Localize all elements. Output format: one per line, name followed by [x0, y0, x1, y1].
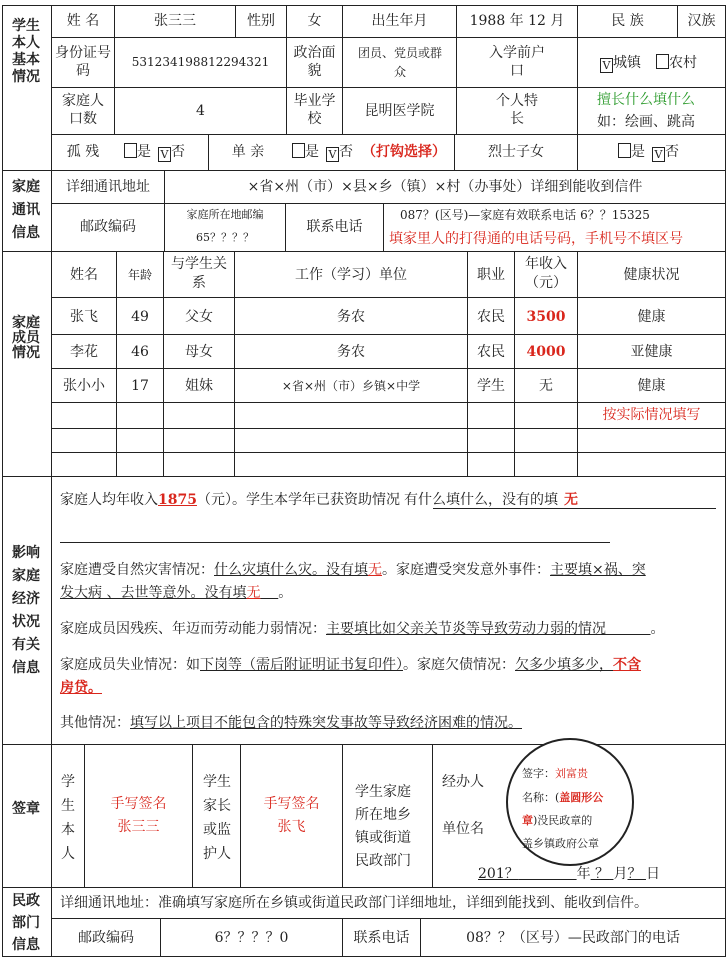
- ethnic-label: 民 族: [611, 13, 644, 29]
- member-health: 健康: [637, 378, 666, 394]
- signature-student-label: 学生本人: [61, 774, 75, 862]
- civil-postcode-value: 6？？？？0: [214, 930, 289, 946]
- factor-unemployment-line1: [60, 654, 641, 676]
- hukou-rural-label: 农村: [669, 55, 697, 71]
- martyr-no-label: 否: [665, 144, 679, 160]
- factor-aid-none: 无: [563, 492, 578, 508]
- orphan-yes-checkbox[interactable]: [124, 143, 137, 158]
- signature-dept-label-3: 镇或街道: [355, 830, 411, 846]
- signature-date: [478, 865, 660, 883]
- factor-income-label: 家庭人均年收入: [60, 492, 158, 508]
- member-unit: ×省×州（市）乡镇×中学: [281, 379, 421, 393]
- members-header-name: 姓名: [70, 267, 98, 283]
- member-unit: 务农: [337, 344, 365, 360]
- factor-disability-value: 主要填比如父亲关节炎等导致劳动力弱的情况: [326, 621, 606, 637]
- factor-disaster-none: 无: [368, 562, 382, 578]
- factor-debt-exclude: 不含: [613, 657, 641, 673]
- id-label: 身份证号码: [55, 45, 111, 79]
- factor-debt-exclude-cont: 房贷。: [60, 680, 102, 696]
- factor-unemployment-value: 下岗等（需后附证明证书复印件）: [200, 657, 403, 673]
- specialty-value-line1: 擅长什么填什么: [597, 92, 695, 108]
- name-value: 张三三: [154, 13, 196, 29]
- single-yes-checkbox[interactable]: [292, 143, 305, 158]
- section-basic-title: 学生本人基本情况: [12, 18, 40, 85]
- signature-handler-label: 经办人: [442, 774, 484, 790]
- hukou-urban-checkbox[interactable]: V: [600, 58, 613, 73]
- member-relation: 母女: [185, 344, 213, 360]
- martyr-yes-label: 是: [631, 144, 645, 160]
- martyr-no-option[interactable]: [652, 143, 679, 162]
- factor-accident-value: 主要填×祸、突: [550, 562, 646, 578]
- factor-disaster-line1: [60, 559, 646, 581]
- member-age: 17: [131, 378, 149, 394]
- seal-name-line: [522, 790, 603, 805]
- member-name: 张飞: [70, 309, 98, 325]
- hukou-rural-checkbox[interactable]: [656, 54, 669, 69]
- civil-address-label: 详细通讯地址：: [60, 895, 158, 911]
- signature-dept-label-4: 民政部门: [355, 853, 411, 869]
- ethnic-value: 汉族: [687, 13, 716, 29]
- school-label: 毕业学校: [293, 93, 336, 127]
- factor-accident-value-cont: 发大病 、去世等意外。没有填: [60, 585, 247, 601]
- members-header-income: 年收入（元）: [525, 256, 567, 291]
- contact-postcode-value: 65？？？？: [196, 231, 254, 244]
- signature-unit-label: 单位名: [442, 821, 484, 837]
- check-select-note: （打钩选择）: [362, 144, 446, 160]
- signature-date-year-suffix: 年: [576, 866, 591, 882]
- factor-aid-label: （元）。学生本学年已获资助情况: [196, 492, 400, 508]
- civil-address-value: 准确填写家庭所在乡镇或街道民政部门详细地址，详细到能找到、能收到信件。: [158, 895, 648, 911]
- contact-postcode-note: 家庭所在地邮编: [186, 208, 264, 221]
- members-fill-note: 按实际情况填写: [602, 407, 701, 423]
- single-yes-option[interactable]: [292, 143, 319, 161]
- member-name: 张小小: [63, 378, 105, 394]
- household-value: 4: [196, 103, 205, 119]
- section-factors-title: 影响家庭经济状况有关信息: [12, 545, 40, 676]
- orphan-yes-option[interactable]: [124, 143, 151, 161]
- member-name: 李花: [70, 344, 98, 360]
- seal-note: 盖乡镇政府公章: [522, 837, 599, 850]
- signature-date-month-suffix: 月: [613, 866, 628, 882]
- orphan-yes-label: 是: [137, 144, 151, 160]
- seal-name-line2: [522, 813, 592, 828]
- seal-name-value-cont: 章: [522, 814, 533, 827]
- signature-parent-hint: 手写签名: [263, 796, 320, 812]
- signature-student-hint: 手写签名: [110, 796, 167, 812]
- member-health: 健康: [637, 309, 666, 325]
- member-relation: 父女: [185, 309, 213, 325]
- orphan-no-label: 否: [171, 144, 185, 160]
- official-seal: [506, 738, 634, 866]
- school-value: 昆明医学院: [364, 103, 435, 119]
- signature-dept-label-2: 所在地乡: [355, 807, 411, 823]
- members-header-health: 健康状况: [623, 267, 680, 283]
- orphan-no-checkbox[interactable]: V: [158, 147, 171, 162]
- orphan-no-option[interactable]: [158, 143, 185, 162]
- factor-accident-label: 。家庭遭受突发意外事件：: [382, 562, 550, 578]
- factor-disaster-label: 家庭遭受自然灾害情况：: [60, 562, 214, 578]
- member-income: 无: [539, 378, 553, 394]
- factor-disaster-value: 什么灾填什么灾。没有填: [214, 562, 368, 578]
- martyr-label: 烈士子女: [488, 144, 544, 160]
- factor-disaster-line2: 发大病 、去世等意外。没有填无 。: [60, 585, 293, 601]
- member-income: 3500: [526, 309, 566, 325]
- hukou-urban-option[interactable]: [600, 54, 641, 73]
- members-header-relation: 与学生关系: [171, 256, 227, 291]
- factor-debt-label: 。家庭欠债情况：: [403, 657, 515, 673]
- factor-disability-line: 家庭成员因残疾、年迈而劳动能力弱情况：主要填比如父亲关节炎等导致劳动力弱的情况 。: [60, 621, 665, 637]
- martyr-no-checkbox[interactable]: V: [652, 147, 665, 162]
- hukou-urban-label: 城镇: [613, 55, 641, 71]
- factor-accident-none: 无: [246, 585, 261, 601]
- contact-address-value: ×省×州（市）×县×乡（镇）×村（办事处）详细到能收到信件: [247, 179, 643, 195]
- civil-postcode-label: 邮政编码: [78, 930, 134, 946]
- factor-income-line: [60, 489, 578, 511]
- single-no-option[interactable]: [326, 143, 353, 162]
- section-civil-title: 民政部门信息: [12, 893, 40, 953]
- factor-debt-value: 欠多少填多少，: [515, 657, 613, 673]
- signature-date-year: 201？: [478, 866, 519, 882]
- factor-other-label: 其他情况：: [60, 715, 130, 731]
- signature-date-month: ？: [595, 866, 610, 882]
- contact-address-label: 详细通讯地址: [66, 179, 150, 195]
- political-value: 团员、党员或群众: [358, 46, 443, 79]
- factor-disability-label: 家庭成员因残疾、年迈而劳动能力弱情况：: [60, 621, 326, 637]
- household-label: 家庭人口数: [62, 93, 104, 127]
- civil-phone-value: 08？？（区号）—民政部门的电话: [466, 930, 680, 946]
- single-no-label: 否: [339, 144, 353, 160]
- gender-label: 性别: [247, 13, 275, 29]
- seal-name-label: 名称：(: [522, 791, 560, 804]
- member-unit: 务农: [337, 309, 365, 325]
- seal-name-value: 盖圆形公: [559, 791, 604, 804]
- single-parent-label: 单 亲: [231, 144, 265, 160]
- single-yes-label: 是: [305, 144, 319, 160]
- gender-value: 女: [307, 13, 322, 29]
- hukou-rural-option[interactable]: [656, 54, 697, 72]
- birth-label: 出生年月: [371, 13, 428, 29]
- specialty-label: 个人特长: [496, 93, 538, 127]
- signature-parent-name: 张飞: [277, 819, 306, 835]
- contact-postcode-label: 邮政编码: [80, 219, 136, 235]
- signature-date-day: ？: [627, 866, 642, 882]
- signature-student-name: 张三三: [117, 819, 160, 835]
- seal-sign-line: [522, 766, 588, 781]
- member-job: 农民: [477, 309, 505, 325]
- martyr-yes-option[interactable]: [618, 143, 645, 161]
- political-label: 政治面貌: [293, 45, 336, 79]
- factor-unemployment-line2: [60, 677, 102, 699]
- signature-parent-label: 学生家长或监护人: [203, 774, 231, 862]
- factor-income-value: 1875: [158, 492, 197, 508]
- members-header-job: 职业: [477, 267, 505, 283]
- members-header-unit: 工作（学习）单位: [295, 267, 407, 283]
- orphan-label: 孤 残: [66, 144, 100, 160]
- seal-sign-label: 签字：: [522, 767, 555, 780]
- member-health: 亚健康: [630, 344, 673, 360]
- members-header-age: 年龄: [127, 268, 152, 282]
- member-relation: 姐妹: [185, 378, 213, 394]
- civil-address-line: [60, 894, 648, 912]
- section-members-title: 家庭成员情况: [12, 315, 40, 361]
- seal-name-suffix: )没民政章的: [533, 814, 593, 827]
- factor-other-value: 填写以上项目不能包含的特殊突发事故等导致经济困难的情况。: [130, 715, 522, 731]
- specialty-value-line2: 如：绘画、跳高: [597, 114, 695, 130]
- hukou-label: 入学前户口: [489, 45, 545, 79]
- member-age: 49: [131, 309, 149, 325]
- factor-other-line: [60, 712, 522, 734]
- signature-date-day-suffix: 日: [645, 866, 660, 882]
- member-job: 农民: [477, 344, 505, 360]
- seal-sign-value: 刘富贵: [555, 767, 588, 780]
- factor-aid-value: 有什么填什么，没有的填: [403, 492, 558, 508]
- section-contact-title: 家庭通讯信息: [12, 179, 40, 241]
- name-label: 姓 名: [66, 13, 100, 29]
- factor-unemployment-label: 家庭成员失业情况：如: [60, 657, 200, 673]
- birth-value: 1988 年 12 月: [469, 13, 565, 29]
- member-income: 4000: [526, 344, 566, 360]
- contact-phone-note: 填家里人的打得通的电话号码，手机号不填区号: [389, 231, 683, 247]
- contact-phone-label: 联系电话: [306, 219, 363, 235]
- signature-dept-label-1: 学生家庭: [355, 784, 411, 800]
- martyr-yes-checkbox[interactable]: [618, 143, 631, 158]
- contact-phone-value: 087？(区号)—家庭有效联系电话 6？？15325: [400, 208, 650, 222]
- id-value: 531234198812294321: [131, 55, 270, 69]
- member-job: 学生: [477, 378, 505, 394]
- member-age: 46: [131, 344, 149, 360]
- civil-phone-label: 联系电话: [353, 930, 410, 946]
- section-signature-title: 签章: [12, 801, 40, 817]
- single-no-checkbox[interactable]: V: [326, 147, 339, 162]
